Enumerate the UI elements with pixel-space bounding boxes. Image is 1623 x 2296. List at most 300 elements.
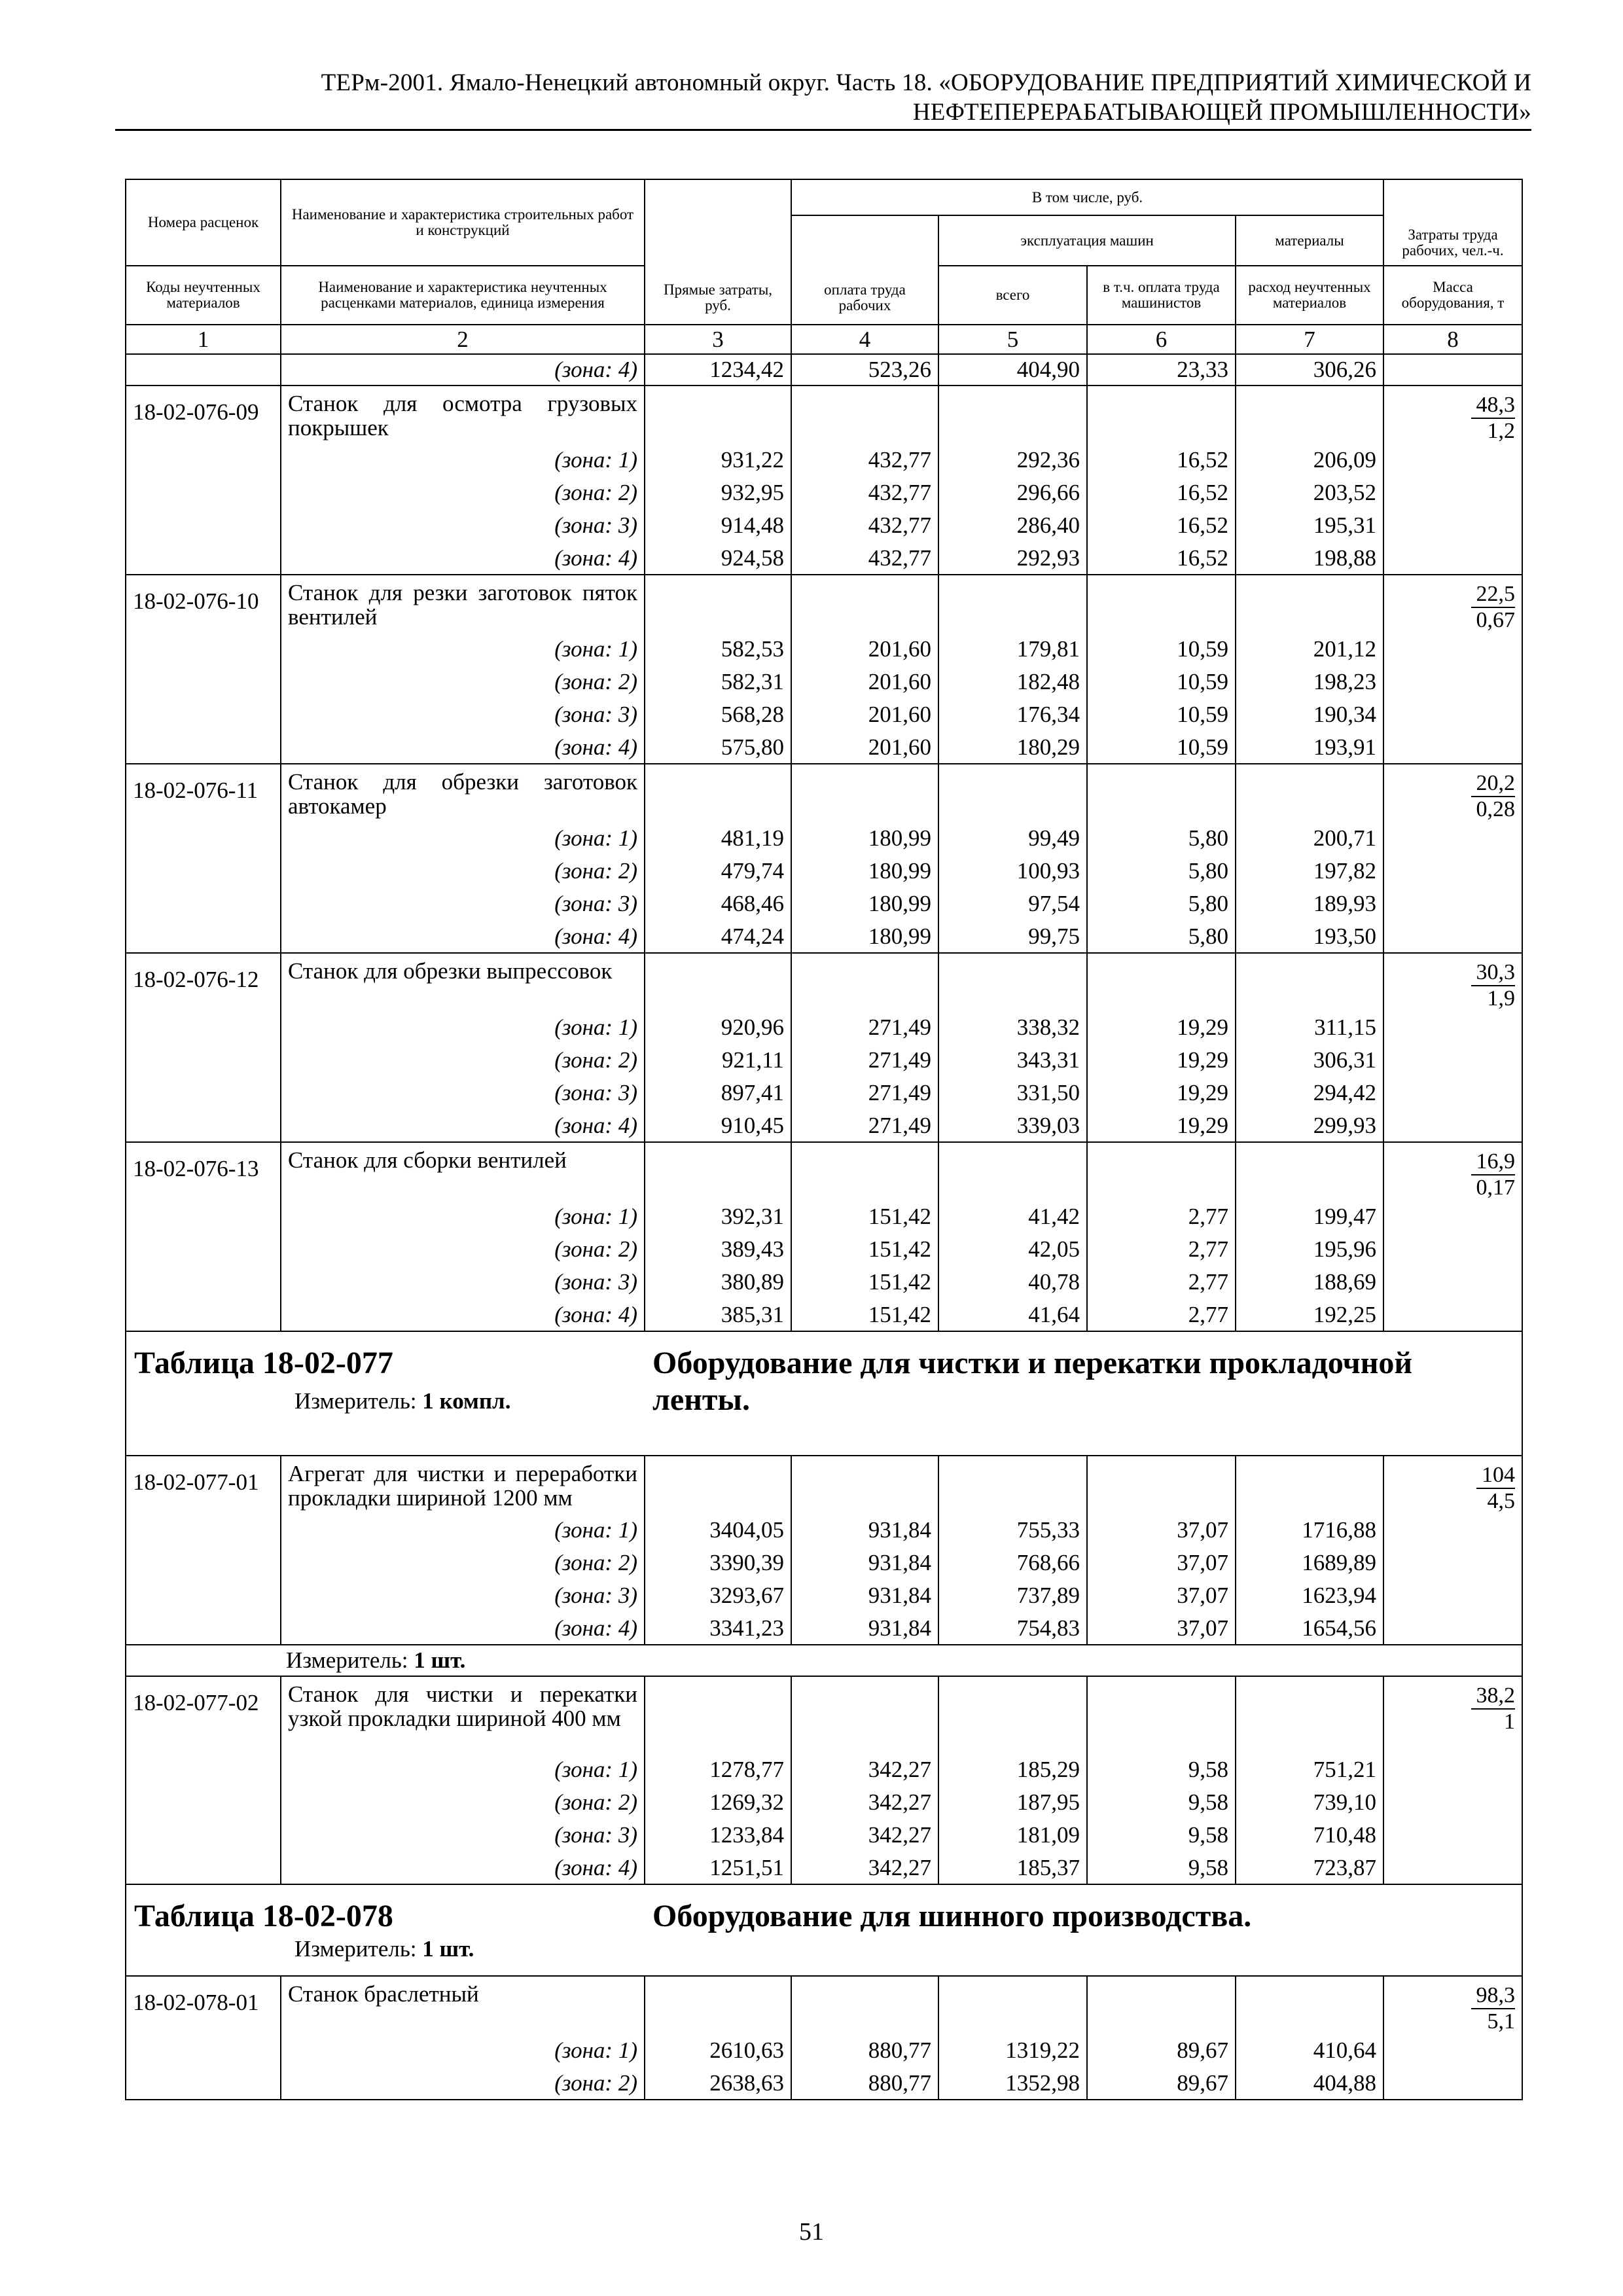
rate-code-continuation (126, 731, 281, 764)
labor-header: Затраты труда рабочих, чел.-ч. (1383, 179, 1522, 266)
driver-pay-value: 37,07 (1087, 1612, 1236, 1645)
empty-value-cell (1236, 1142, 1383, 1200)
worker-pay-value: 180,99 (791, 920, 938, 953)
driver-pay-value: 89,67 (1087, 2034, 1236, 2067)
driver-pay-value: 10,59 (1087, 698, 1236, 731)
column-number: 5 (938, 325, 1087, 354)
zone-label: (зона: 2) (281, 855, 645, 888)
equipment-mass: 0,17 (1476, 1175, 1516, 1200)
machine-total-value: 97,54 (938, 888, 1087, 920)
empty-value-cell (645, 1676, 791, 1753)
direct-costs-header: Прямые затраты, руб. (645, 179, 791, 325)
empty-value-cell (1087, 764, 1236, 822)
materials-value: 306,31 (1236, 1044, 1383, 1077)
mass-continuation (1383, 444, 1522, 476)
machine-total-value: 292,93 (938, 542, 1087, 575)
direct-costs-value: 3293,67 (645, 1579, 791, 1612)
zone-label: (зона: 3) (281, 1266, 645, 1299)
rate-code-continuation (126, 1077, 281, 1109)
direct-costs-value: 924,58 (645, 542, 791, 575)
empty-value-cell (645, 1456, 791, 1514)
carryover-row (126, 354, 1522, 386)
rate-code-continuation (126, 1852, 281, 1884)
rate-code-continuation (126, 1299, 281, 1331)
worker-pay-value: 271,49 (791, 1109, 938, 1142)
zone-row (126, 920, 1522, 953)
empty-value-cell (645, 953, 791, 1011)
rate-code-continuation (126, 444, 281, 476)
column-number: 4 (791, 325, 938, 354)
column-number: 2 (281, 325, 645, 354)
materials-value: 201,12 (1236, 633, 1383, 666)
machine-total-value: 99,49 (938, 822, 1087, 855)
empty-value-cell (1087, 953, 1236, 1011)
empty-value-cell (938, 764, 1087, 822)
rate-code-continuation (126, 1786, 281, 1819)
driver-pay-value: 19,29 (1087, 1077, 1236, 1109)
materials-value: 1623,94 (1236, 1579, 1383, 1612)
driver-pay-value: 5,80 (1087, 822, 1236, 855)
carryover-mass-cell (1383, 354, 1522, 386)
zone-row (126, 1852, 1522, 1884)
rate-name: Станок браслетный (281, 1976, 645, 2034)
machine-total-value: 180,29 (938, 731, 1087, 764)
direct-costs-value: 380,89 (645, 1266, 791, 1299)
empty-value-cell (791, 1456, 938, 1514)
driver-pay-value: 10,59 (1087, 666, 1236, 698)
zone-row (126, 509, 1522, 542)
worker-pay-value: 931,84 (791, 1579, 938, 1612)
zone-label: (зона: 4) (281, 1852, 645, 1884)
labor-mass-cell (1383, 1142, 1522, 1200)
worker-pay-value: 523,26 (791, 354, 938, 386)
machine-total-value: 185,29 (938, 1753, 1087, 1786)
mass-continuation (1383, 509, 1522, 542)
driver-pay-value: 19,29 (1087, 1011, 1236, 1044)
mass-continuation (1383, 1547, 1522, 1579)
rate-head-row (126, 953, 1522, 1011)
materials-value: 739,10 (1236, 1786, 1383, 1819)
driver-pay-value: 2,77 (1087, 1200, 1236, 1233)
rate-code: 18-02-076-09 (126, 386, 281, 444)
rate-code: 18-02-076-10 (126, 575, 281, 633)
materials-value: 197,82 (1236, 855, 1383, 888)
zone-label: (зона: 1) (281, 822, 645, 855)
driver-pay-value: 9,58 (1087, 1852, 1236, 1884)
mass-continuation (1383, 1233, 1522, 1266)
labor-cost: 20,2 (1471, 771, 1516, 797)
driver-pay-value: 5,80 (1087, 920, 1236, 953)
driver-pay-value: 5,80 (1087, 888, 1236, 920)
driver-pay-value: 2,77 (1087, 1233, 1236, 1266)
driver-pay-value: 19,29 (1087, 1044, 1236, 1077)
machine-total-value: 339,03 (938, 1109, 1087, 1142)
machine-total-value: 331,50 (938, 1077, 1087, 1109)
direct-costs-value: 582,31 (645, 666, 791, 698)
materials-value: 193,50 (1236, 920, 1383, 953)
empty-value-cell (1087, 1142, 1236, 1200)
machine-total-value: 179,81 (938, 633, 1087, 666)
empty-value-cell (791, 575, 938, 633)
materials-header: материалы (1236, 215, 1383, 266)
mass-continuation (1383, 698, 1522, 731)
driver-pay-value: 37,07 (1087, 1514, 1236, 1547)
rate-code-continuation (126, 1612, 281, 1645)
rate-code-continuation (126, 1200, 281, 1233)
machine-total-value: 40,78 (938, 1266, 1087, 1299)
equipment-mass: 1,2 (1487, 419, 1516, 443)
column-number: 7 (1236, 325, 1383, 354)
zone-row (126, 476, 1522, 509)
table-078-title: Таблица 18-02-078 (134, 1899, 393, 1933)
labor-mass-fraction (1471, 771, 1516, 822)
worker-pay-value: 180,99 (791, 822, 938, 855)
worker-pay-value: 151,42 (791, 1266, 938, 1299)
worker-pay-value: 342,27 (791, 1819, 938, 1852)
machine-total-value: 42,05 (938, 1233, 1087, 1266)
column-number: 8 (1383, 325, 1522, 354)
labor-mass-fraction (1471, 393, 1516, 444)
rate-code-continuation (126, 1547, 281, 1579)
labor-mass-cell (1383, 386, 1522, 444)
driver-pay-value: 37,07 (1087, 1547, 1236, 1579)
mass-continuation (1383, 920, 1522, 953)
zone-label: (зона: 2) (281, 666, 645, 698)
empty-value-cell (645, 575, 791, 633)
labor-mass-fraction (1471, 1149, 1516, 1200)
direct-costs-value: 481,19 (645, 822, 791, 855)
rate-head-row (126, 386, 1522, 444)
zone-row (126, 2034, 1522, 2067)
zone-row (126, 1579, 1522, 1612)
column-numbers-row (126, 325, 1522, 354)
empty-value-cell (1236, 953, 1383, 1011)
labor-mass-cell (1383, 1976, 1522, 2034)
machine-total-value: 338,32 (938, 1011, 1087, 1044)
materials-value: 1716,88 (1236, 1514, 1383, 1547)
rate-code-continuation (126, 1233, 281, 1266)
empty-value-cell (938, 1676, 1087, 1753)
direct-costs-value: 2638,63 (645, 2067, 791, 2100)
machine-total-value: 99,75 (938, 920, 1087, 953)
zone-label: (зона: 1) (281, 1753, 645, 1786)
machine-total-value: 182,48 (938, 666, 1087, 698)
empty-value-cell (1087, 386, 1236, 444)
machine-total-value: 737,89 (938, 1579, 1087, 1612)
empty-value-cell (1236, 1456, 1383, 1514)
zone-row (126, 1200, 1522, 1233)
machine-total-value: 755,33 (938, 1514, 1087, 1547)
table-077-measure-2 (286, 1646, 1515, 1675)
materials-value: 206,09 (1236, 444, 1383, 476)
empty-value-cell (791, 1976, 938, 2034)
empty-value-cell (1236, 764, 1383, 822)
worker-pay-value: 180,99 (791, 888, 938, 920)
materials-value: 195,96 (1236, 1233, 1383, 1266)
mass-continuation (1383, 1044, 1522, 1077)
carryover-code-cell (126, 354, 281, 386)
driver-pay-value: 16,52 (1087, 542, 1236, 575)
materials-value: 189,93 (1236, 888, 1383, 920)
direct-costs-value: 1251,51 (645, 1852, 791, 1884)
zone-row (126, 633, 1522, 666)
zone-label: (зона: 4) (281, 731, 645, 764)
mass-continuation (1383, 731, 1522, 764)
equipment-mass: 1,9 (1487, 986, 1516, 1011)
labor-mass-cell (1383, 764, 1522, 822)
labor-mass-fraction (1471, 582, 1516, 633)
rate-name: Станок для обрезки выпрессовок (281, 953, 645, 1011)
zone-row (126, 888, 1522, 920)
zone-row (126, 1011, 1522, 1044)
equipment-mass: 1 (1504, 1710, 1516, 1734)
worker-pay-value: 271,49 (791, 1044, 938, 1077)
measure-unit: 1 шт. (414, 1647, 466, 1673)
rate-name: Станок для обрезки заготовок автокамер (281, 764, 645, 822)
equipment-mass: 4,5 (1487, 1489, 1516, 1513)
empty-value-cell (1087, 1676, 1236, 1753)
mass-continuation (1383, 822, 1522, 855)
running-header-line-2: НЕФТЕПЕРЕРАБАТЫВАЮЩЕЙ ПРОМЫШЛЕННОСТИ» (912, 99, 1531, 126)
worker-pay-value: 342,27 (791, 1786, 938, 1819)
measure-cell (126, 1645, 1522, 1676)
zone-label: (зона: 1) (281, 633, 645, 666)
zone-row (126, 444, 1522, 476)
rate-code-continuation (126, 2034, 281, 2067)
machine-total-value: 404,90 (938, 354, 1087, 386)
zone-row (126, 855, 1522, 888)
labor-mass-fraction (1471, 1983, 1516, 2034)
equipment-mass-header: Масса оборудования, т (1383, 266, 1522, 325)
zone-label: (зона: 3) (281, 698, 645, 731)
worker-pay-value: 931,84 (791, 1612, 938, 1645)
materials-value: 294,42 (1236, 1077, 1383, 1109)
mass-continuation (1383, 542, 1522, 575)
rate-name: Агрегат для чистки и переработки прокладки шириной 1200 мм (281, 1456, 645, 1514)
driver-pay-value: 2,77 (1087, 1299, 1236, 1331)
labor-mass-cell (1383, 953, 1522, 1011)
driver-pay-value: 2,77 (1087, 1266, 1236, 1299)
zone-row (126, 1299, 1522, 1331)
mass-continuation (1383, 1011, 1522, 1044)
zone-label: (зона: 4) (281, 920, 645, 953)
worker-pay-value: 180,99 (791, 855, 938, 888)
empty-value-cell (645, 1976, 791, 2034)
mass-continuation (1383, 1266, 1522, 1299)
empty-value-cell (791, 386, 938, 444)
rates-table (125, 179, 1523, 2100)
worker-pay-value: 201,60 (791, 633, 938, 666)
machine-total-value: 176,34 (938, 698, 1087, 731)
worker-pay-value: 201,60 (791, 666, 938, 698)
empty-value-cell (1236, 575, 1383, 633)
direct-costs-value: 3341,23 (645, 1612, 791, 1645)
equipment-mass: 0,28 (1476, 797, 1516, 821)
rate-name: Станок для чистки и перекатки узкой прокладки шириной 400 мм (281, 1676, 645, 1753)
driver-pay-value: 23,33 (1087, 354, 1236, 386)
labor-mass-fraction (1471, 960, 1516, 1011)
materials-value: 751,21 (1236, 1753, 1383, 1786)
rate-code-continuation (126, 1044, 281, 1077)
labor-mass-cell (1383, 1456, 1522, 1514)
mass-continuation (1383, 855, 1522, 888)
driver-pay-value: 16,52 (1087, 444, 1236, 476)
worker-pay-value: 201,60 (791, 731, 938, 764)
worker-pay-value: 931,84 (791, 1514, 938, 1547)
column-number: 3 (645, 325, 791, 354)
zone-row (126, 1077, 1522, 1109)
rate-head-row (126, 1676, 1522, 1753)
zone-label: (зона: 2) (281, 1786, 645, 1819)
rate-code: 18-02-076-13 (126, 1142, 281, 1200)
machine-total-value: 296,66 (938, 476, 1087, 509)
zone-row (126, 1786, 1522, 1819)
empty-value-cell (791, 1676, 938, 1753)
materials-value: 404,88 (1236, 2067, 1383, 2100)
direct-costs-value: 468,46 (645, 888, 791, 920)
rate-head-row (126, 1456, 1522, 1514)
zone-label: (зона: 1) (281, 1200, 645, 1233)
worker-pay-value: 342,27 (791, 1753, 938, 1786)
zone-label: (зона: 2) (281, 476, 645, 509)
driver-pay-value: 10,59 (1087, 633, 1236, 666)
rate-code: 18-02-076-11 (126, 764, 281, 822)
direct-costs-value: 910,45 (645, 1109, 791, 1142)
including-header: В том числе, руб. (791, 179, 1383, 215)
material-consumption-header: расход неучтенных материалов (1236, 266, 1383, 325)
machine-total-value: 343,31 (938, 1044, 1087, 1077)
zone-row (126, 1044, 1522, 1077)
zone-row (126, 1233, 1522, 1266)
rate-name: Станок для резки заготовок пяток вентилей (281, 575, 645, 633)
zone-label: (зона: 1) (281, 1011, 645, 1044)
worker-pay-value: 880,77 (791, 2067, 938, 2100)
measure-label: Измеритель: (286, 1647, 408, 1673)
worker-pay-value: 432,77 (791, 444, 938, 476)
mass-continuation (1383, 1514, 1522, 1547)
zone-row (126, 1612, 1522, 1645)
materials-value: 723,87 (1236, 1852, 1383, 1884)
empty-value-cell (645, 386, 791, 444)
rate-code-continuation (126, 1579, 281, 1612)
rate-code-continuation (126, 1514, 281, 1547)
zone-label: (зона: 4) (281, 1612, 645, 1645)
table-077-description-cell (645, 1331, 1522, 1456)
materials-value: 311,15 (1236, 1011, 1383, 1044)
mass-continuation (1383, 633, 1522, 666)
rate-code-continuation (126, 633, 281, 666)
zone-row (126, 666, 1522, 698)
empty-value-cell (938, 953, 1087, 1011)
materials-value: 200,71 (1236, 822, 1383, 855)
direct-costs-value: 3404,05 (645, 1514, 791, 1547)
mass-continuation (1383, 1819, 1522, 1852)
codes-materials-header: Коды неучтенных материалов (126, 266, 281, 325)
zone-label: (зона: 4) (281, 1109, 645, 1142)
rates-table-body (126, 179, 1522, 2100)
rate-name: Станок для осмотра грузовых покрышек (281, 386, 645, 444)
rate-code-continuation (126, 822, 281, 855)
mass-continuation (1383, 1299, 1522, 1331)
labor-cost: 16,9 (1471, 1149, 1516, 1175)
zone-row (126, 1753, 1522, 1786)
zone-label: (зона: 4) (281, 542, 645, 575)
rate-head-row (126, 764, 1522, 822)
empty-value-cell (1087, 1976, 1236, 2034)
driver-pay-header: в т.ч. оплата труда машинистов (1087, 266, 1236, 325)
rate-code-continuation (126, 1266, 281, 1299)
materials-value: 1689,89 (1236, 1547, 1383, 1579)
zone-label: (зона: 4) (281, 354, 645, 386)
rate-code-continuation (126, 666, 281, 698)
machine-total-value: 1319,22 (938, 2034, 1087, 2067)
direct-costs-value: 568,28 (645, 698, 791, 731)
mass-continuation (1383, 2034, 1522, 2067)
rate-code-continuation (126, 1819, 281, 1852)
labor-cost: 38,2 (1471, 1683, 1516, 1710)
empty-value-cell (938, 386, 1087, 444)
worker-pay-value: 151,42 (791, 1200, 938, 1233)
zone-label: (зона: 3) (281, 1819, 645, 1852)
direct-costs-value: 1234,42 (645, 354, 791, 386)
zone-label: (зона: 3) (281, 1579, 645, 1612)
direct-costs-value: 1278,77 (645, 1753, 791, 1786)
mass-continuation (1383, 476, 1522, 509)
labor-cost: 104 (1476, 1463, 1515, 1489)
rate-code-continuation (126, 920, 281, 953)
materials-value: 190,34 (1236, 698, 1383, 731)
worker-pay-value: 271,49 (791, 1077, 938, 1109)
empty-value-cell (938, 1142, 1087, 1200)
materials-value: 199,47 (1236, 1200, 1383, 1233)
labor-mass-cell (1383, 1676, 1522, 1753)
mass-continuation (1383, 1579, 1522, 1612)
rate-numbers-header: Номера расценок (126, 179, 281, 266)
rate-code-continuation (126, 542, 281, 575)
table-077-title: Таблица 18-02-077 (134, 1346, 393, 1380)
table-078-title-row (126, 1884, 1522, 1976)
materials-value: 410,64 (1236, 2034, 1383, 2067)
empty-value-cell (1236, 1976, 1383, 2034)
materials-value: 306,26 (1236, 354, 1383, 386)
direct-costs-value: 479,74 (645, 855, 791, 888)
labor-mass-fraction (1471, 1683, 1516, 1734)
rate-name: Станок для сборки вентилей (281, 1142, 645, 1200)
rate-code: 18-02-077-01 (126, 1456, 281, 1514)
worker-pay-value: 432,77 (791, 509, 938, 542)
materials-value: 193,91 (1236, 731, 1383, 764)
direct-costs-value: 392,31 (645, 1200, 791, 1233)
table-078-title-cell (126, 1884, 645, 1976)
direct-costs-value: 385,31 (645, 1299, 791, 1331)
empty-value-cell (938, 575, 1087, 633)
worker-pay-value: 432,77 (791, 476, 938, 509)
empty-value-cell (791, 953, 938, 1011)
rate-head-row (126, 1142, 1522, 1200)
labor-cost: 22,5 (1471, 582, 1516, 608)
materials-value: 195,31 (1236, 509, 1383, 542)
rate-head-row (126, 575, 1522, 633)
driver-pay-value: 9,58 (1087, 1753, 1236, 1786)
worker-pay-value: 151,42 (791, 1299, 938, 1331)
driver-pay-value: 5,80 (1087, 855, 1236, 888)
mass-continuation (1383, 1077, 1522, 1109)
machine-total-value: 187,95 (938, 1786, 1087, 1819)
mass-continuation (1383, 1786, 1522, 1819)
zone-label: (зона: 3) (281, 888, 645, 920)
direct-costs-value: 2610,63 (645, 2034, 791, 2067)
worker-pay-value: 342,27 (791, 1852, 938, 1884)
